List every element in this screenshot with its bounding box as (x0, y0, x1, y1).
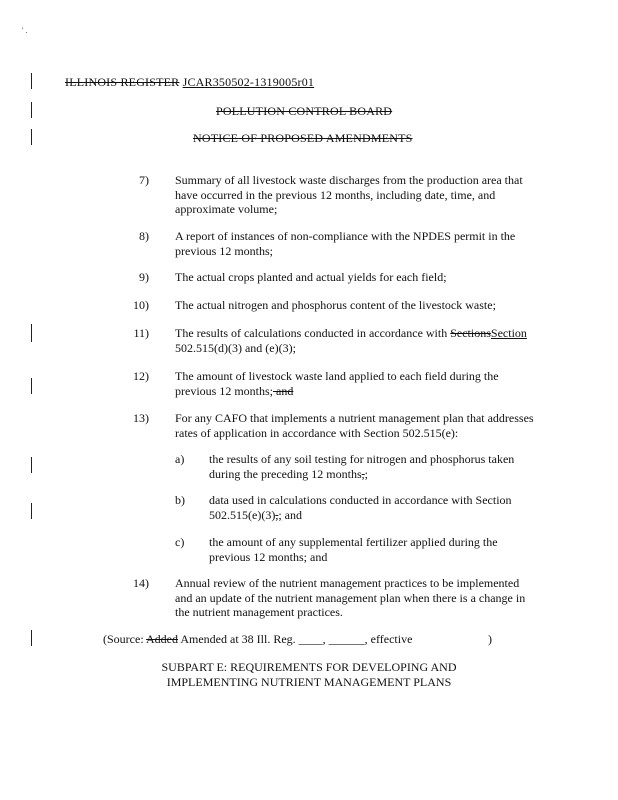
change-bar (31, 73, 32, 89)
item-text: A report of instances of non-compliance with the NPDES permit in the previous 12 months; (175, 229, 516, 258)
item-number: 13) (133, 411, 149, 425)
subitem-letter: c) (175, 535, 185, 549)
change-bar (31, 129, 32, 145)
register-struck: ILLINOIS REGISTER (65, 75, 180, 89)
source-close: ) (488, 632, 492, 646)
change-bar (31, 457, 32, 473)
item-number: 14) (133, 576, 149, 590)
change-bar (31, 378, 32, 394)
item-text: The results of calculations conducted in accordance with SectionsSection 502.515(d)(3) and (e)(3); (175, 326, 527, 355)
corner-mark: ' . (22, 26, 28, 35)
item-number: 8) (139, 229, 149, 243)
item-number: 11) (133, 326, 149, 340)
board-title: POLLUTION CONTROL BOARD (216, 104, 393, 118)
item-number: 7) (139, 173, 149, 187)
change-bar (31, 102, 32, 118)
item-number: 9) (139, 270, 149, 284)
item-number: 10) (133, 298, 149, 312)
subitem-text: data used in calculations conducted in accordance with Section 502.515(e)(3),; and (209, 493, 512, 522)
item-text: The actual nitrogen and phosphorus content of the livestock waste; (175, 298, 496, 312)
subitem-letter: b) (175, 493, 185, 507)
subitem-letter: a) (175, 452, 185, 466)
change-bar (31, 503, 32, 519)
source-note: (Source: Added Amended at 38 Ill. Reg. ____, ______, effective (103, 632, 413, 646)
subpart-heading: SUBPART E: REQUIREMENTS FOR DEVELOPING AND IMPLEMENTING NUTRIENT MANAGEMENT PLANS (161, 660, 457, 689)
subitem-text: the amount of any supplemental fertilizer applied during the previous 12 months; and (209, 535, 498, 564)
item-text: The amount of livestock waste land applied to each field during the previous 12 months; and (175, 369, 499, 398)
notice-title: NOTICE OF PROPOSED AMENDMENTS (193, 131, 413, 145)
subitem-text: the results of any soil testing for nitrogen and phosphorus taken during the preceding 12 months,; (209, 452, 515, 481)
item-text: For any CAFO that implements a nutrient management plan that addresses rates of application in accordance with Section 502.515(e): (175, 411, 534, 440)
item-text: The actual crops planted and actual yields for each field; (175, 270, 447, 284)
item-text: Summary of all livestock waste discharges from the production area that have occurred in the previous 12 months, including date, time, and approximate volume; (175, 173, 523, 216)
register-line (65, 75, 314, 90)
change-bar (31, 324, 32, 342)
item-number: 12) (133, 369, 149, 383)
register-code: JCAR350502-1319005r01 (182, 75, 315, 89)
change-bar (31, 630, 32, 646)
item-text: Annual review of the nutrient management practices to be implemented and an update of the nutrient management plan when there is a change in the nutrient management practices. (175, 576, 526, 619)
